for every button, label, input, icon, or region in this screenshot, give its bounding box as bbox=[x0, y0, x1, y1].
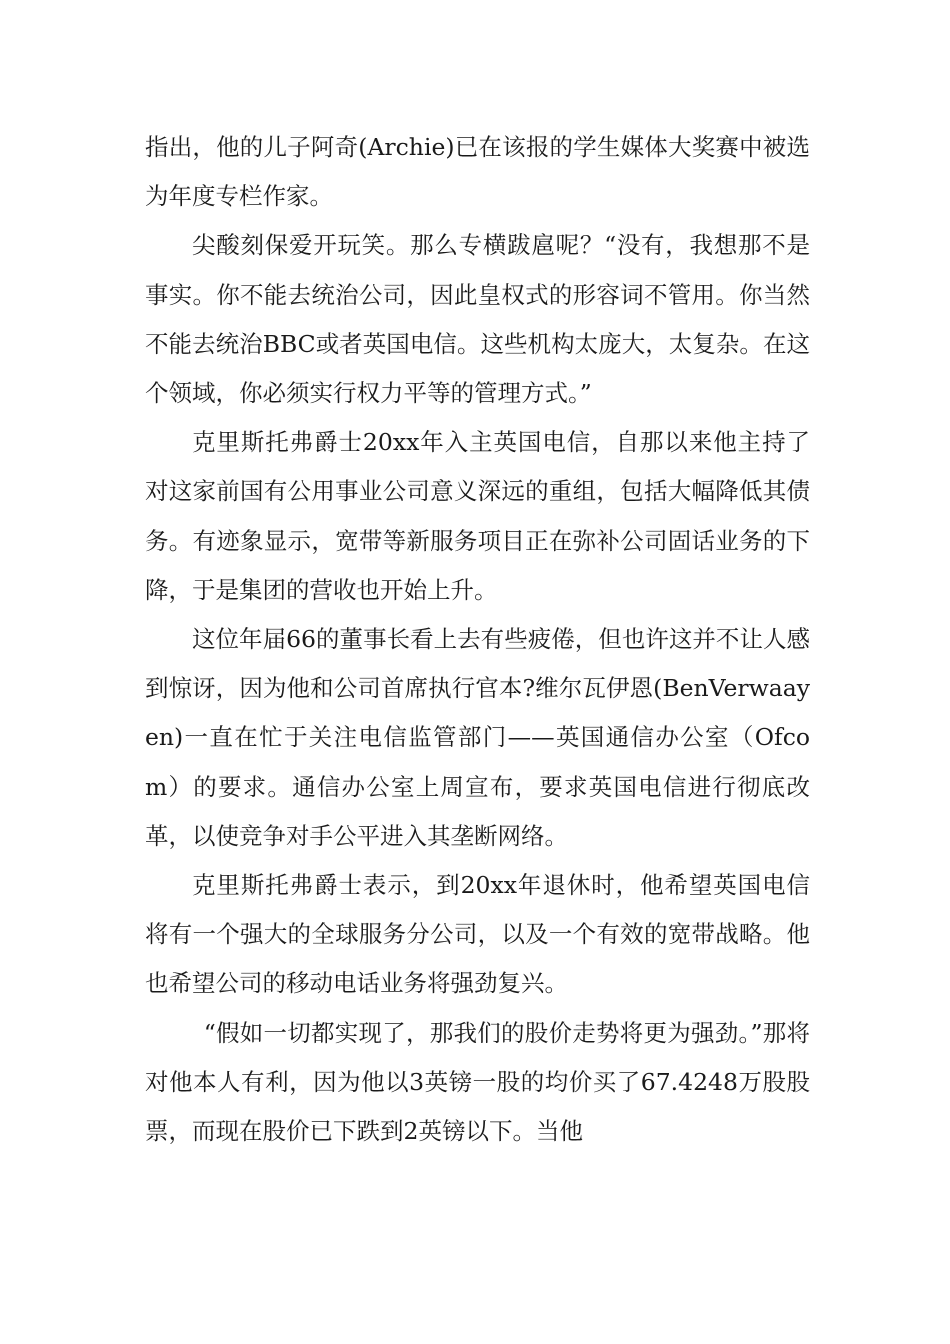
paragraph-5: 克里斯托弗爵士表示，到20xx年退休时，他希望英国电信将有一个强大的全球服务分公司，以及一个有效的宽带战略。他也希望公司的移动电话业务将强劲复兴。 bbox=[145, 871, 810, 998]
document-body bbox=[145, 123, 810, 1156]
paragraph-2: 尖酸刻保爱开玩笑。那么专横跋扈呢？“没有，我想那不是事实。你不能去统治公司，因此皇权式的形容词不管用。你当然不能去统治BBC或者英国电信。这些机构太庞大，太复杂。在这个领域，你必须实行权力平等的管理方式。” bbox=[145, 231, 810, 408]
paragraph-3: 克里斯托弗爵士20xx年入主英国电信，自那以来他主持了对这家前国有公用事业公司意义深远的重组，包括大幅降低其债务。有迹象显示，宽带等新服务项目正在弥补公司固话业务的下降，于是集团的营收也开始上升。 bbox=[145, 428, 810, 604]
paragraph-4: 这位年届66的董事长看上去有些疲倦，但也许这并不让人感到惊讶，因为他和公司首席执行官本?维尔瓦伊恩(BenVerwaayen)一直在忙于关注电信监管部门——英国通信办公室（Ofcom）的要求。通信办公室上周宣布，要求英国电信进行彻底改革，以使竞争对手公平进入其垄断网络。 bbox=[145, 625, 810, 850]
paragraph-6: “假如一切都实现了，那我们的股价走势将更为强劲。”那将对他本人有利，因为他以3英镑一股的均价买了67.4248万股股票，而现在股价已下跌到2英镑以下。当他 bbox=[145, 1018, 810, 1146]
paragraph-1: 指出，他的儿子阿奇(Archie)已在该报的学生媒体大奖赛中被选为年度专栏作家。 bbox=[145, 133, 810, 211]
